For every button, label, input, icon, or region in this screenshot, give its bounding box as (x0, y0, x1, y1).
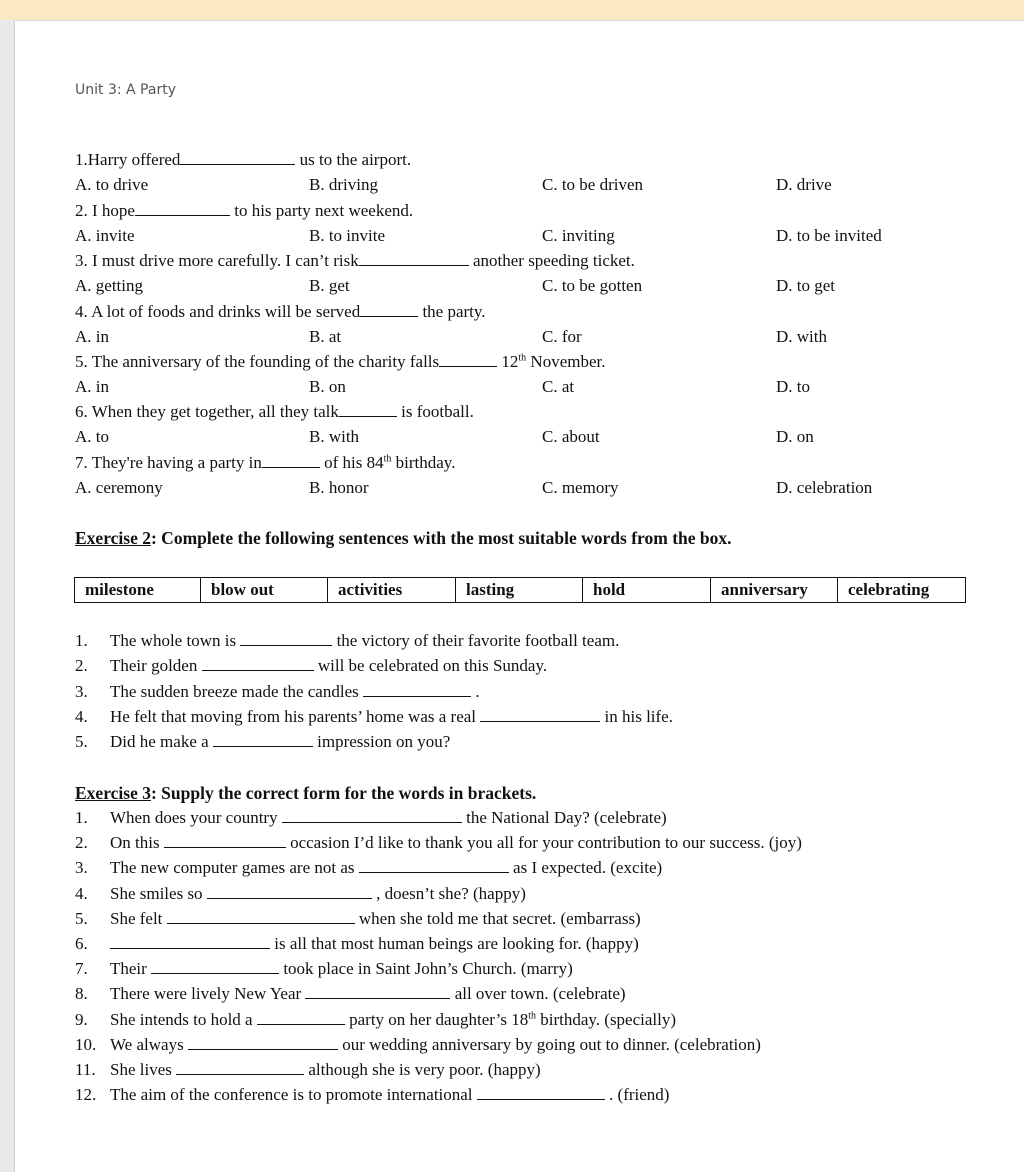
sentence-row (0, 932, 1024, 956)
sentence-text: They're having a party in (91, 453, 262, 472)
sentence-text: The aim of the conference is to promote international (110, 1085, 473, 1105)
sentence-text: , doesn’t she? (happy) (376, 883, 526, 903)
sentence-text: another speeding ticket. (472, 251, 635, 270)
option-a[interactable]: A. in (75, 327, 109, 346)
option-a[interactable]: A. invite (75, 226, 135, 245)
sentence-number: 3. (75, 682, 88, 701)
question-text (75, 350, 606, 374)
word-box-cell: blow out (201, 578, 328, 603)
question-number: 3. (75, 251, 88, 270)
question-row (0, 400, 1024, 424)
answer-blank[interactable] (164, 833, 286, 848)
word-box-cell: activities (328, 578, 456, 603)
option-c[interactable]: C. memory (542, 478, 619, 497)
sentence-number: 4. (75, 707, 88, 726)
question-number: 1. (75, 150, 88, 169)
sentence-text: 12 (501, 352, 519, 371)
sentence-text: Their golden (110, 656, 198, 675)
sentence-text: November. (530, 352, 606, 371)
unit-title: Unit 3: A Party (75, 82, 176, 98)
option-a[interactable]: A. in (75, 377, 109, 396)
answer-blank[interactable] (257, 1010, 345, 1025)
option-b[interactable]: B. at (309, 327, 342, 346)
answer-blank[interactable] (135, 201, 230, 216)
sentence-number: 7. (75, 959, 88, 979)
question-text (75, 148, 411, 172)
option-a[interactable]: A. to (75, 427, 109, 446)
sentence-row (0, 831, 1024, 855)
question-number: 5. (75, 352, 88, 371)
sentence-text: party on her daughter’s 18 (349, 1009, 529, 1029)
sentence (110, 957, 573, 981)
word-box-cell: anniversary (711, 578, 838, 603)
sentence-text: She smiles so (110, 883, 203, 903)
question-row (0, 148, 1024, 172)
sentence-row (0, 654, 1024, 678)
sentence-number: 2. (75, 833, 88, 853)
sentence-row (0, 730, 1024, 754)
option-d[interactable]: D. drive (776, 175, 832, 194)
sentence-text: We always (110, 1034, 184, 1054)
option-a[interactable]: A. ceremony (75, 478, 163, 497)
sentence-text: took place in Saint John’s Church. (marry) (283, 959, 573, 979)
sentence-row (0, 882, 1024, 906)
sentence (110, 1008, 676, 1032)
sentence-text: . (friend) (609, 1085, 670, 1105)
sentence-text: She lives (110, 1060, 172, 1079)
exercise-3-heading (75, 781, 536, 805)
options-row (0, 425, 1024, 449)
sentence-number: 5. (75, 908, 88, 928)
options-row (0, 325, 1024, 349)
sentence-row (0, 907, 1024, 931)
sentence-row (0, 856, 1024, 880)
question-row (0, 300, 1024, 324)
answer-blank[interactable] (262, 453, 320, 468)
sentence-number: 1. (75, 808, 88, 827)
sentence-text: of his 84 (324, 453, 384, 472)
option-c[interactable]: C. inviting (542, 226, 615, 245)
option-d[interactable]: D. celebration (776, 478, 873, 497)
sentence-number: 3. (75, 858, 88, 878)
sentence-text: occasion I’d like to thank you all for your contribution to our success. (joy) (290, 833, 802, 853)
word-box-cell: celebrating (838, 578, 966, 603)
sentence-text: although she is very poor. (happy) (308, 1060, 541, 1079)
sentence-text: The anniversary of the founding of the charity falls (91, 352, 440, 371)
sentence-text: birthday. (specially) (540, 1009, 677, 1029)
options-row (0, 173, 1024, 197)
sentence (110, 1083, 669, 1107)
top-bar (0, 0, 1024, 20)
sentence-text: The new computer games are not as (110, 858, 355, 878)
sentence-text: The whole town is (110, 631, 237, 650)
answer-blank[interactable] (213, 732, 313, 747)
question-number: 4. (75, 302, 88, 321)
sentence-row (0, 982, 1024, 1006)
word-box-cell: milestone (75, 578, 201, 603)
sentence (110, 982, 626, 1006)
sentence-number: 1. (75, 631, 88, 650)
sentence-number: 12. (75, 1085, 97, 1105)
question-text (75, 249, 635, 273)
answer-blank[interactable] (188, 1035, 338, 1050)
sentence-text: birthday. (395, 453, 456, 472)
sentence-text: impression on you? (317, 732, 451, 751)
sentence-row (0, 957, 1024, 981)
options-row (0, 476, 1024, 500)
answer-blank[interactable] (360, 302, 418, 317)
option-c[interactable]: C. at (542, 377, 575, 396)
sentence-number: 4. (75, 883, 88, 903)
sentence-number: 6. (75, 934, 88, 953)
option-c[interactable]: C. about (542, 427, 600, 446)
sentence (110, 907, 641, 931)
answer-blank[interactable] (439, 352, 497, 367)
sentence-text: us to the airport. (299, 150, 412, 169)
option-b[interactable]: B. get (309, 276, 350, 295)
answer-blank[interactable] (305, 984, 450, 999)
sentence (110, 1033, 761, 1057)
word-box-cell: lasting (456, 578, 583, 603)
question-row (0, 451, 1024, 475)
answer-blank[interactable] (202, 656, 314, 671)
option-b[interactable]: B. to invite (309, 226, 386, 245)
answer-blank[interactable] (480, 707, 600, 722)
exercise-2-heading (75, 526, 732, 550)
sentence (110, 680, 480, 704)
options-row (0, 274, 1024, 298)
question-number: 7. (75, 453, 88, 472)
option-c[interactable]: C. to be gotten (542, 276, 643, 295)
option-d[interactable]: D. to (776, 377, 810, 396)
sentence-text: When does your country (110, 808, 278, 827)
sentence-text: There were lively New Year (110, 984, 302, 1004)
options-row (0, 224, 1024, 248)
exercise-3-instruction: : Supply the correct form for the words in brackets. (150, 783, 537, 803)
sentence-text: as I expected. (excite) (513, 858, 663, 878)
sentence-text: She felt (110, 908, 163, 928)
sentence-text: Harry offered (87, 150, 181, 169)
sentence-text: to his party next weekend. (234, 201, 414, 220)
sentence (110, 856, 662, 880)
sentence-row (0, 806, 1024, 830)
sentence-text: Did he make a (110, 732, 209, 751)
answer-blank[interactable] (282, 808, 462, 823)
sentence-text: . (475, 682, 480, 701)
answer-blank[interactable] (240, 631, 332, 646)
sentence-number: 10. (75, 1034, 97, 1054)
option-a[interactable]: A. getting (75, 276, 143, 295)
sentence-row (0, 680, 1024, 704)
sentence (110, 831, 802, 855)
option-b[interactable]: B. honor (309, 478, 369, 497)
answer-blank[interactable] (477, 1085, 605, 1100)
answer-blank[interactable] (359, 858, 509, 873)
option-b[interactable]: B. with (309, 427, 360, 446)
sentence (110, 806, 667, 830)
option-d[interactable]: D. on (776, 427, 814, 446)
question-row (0, 199, 1024, 223)
sentence (110, 654, 547, 678)
option-d[interactable]: D. with (776, 327, 827, 346)
sentence-text: all over town. (celebrate) (454, 984, 626, 1004)
sentence-row (0, 705, 1024, 729)
exercise-2-instruction: : Complete the following sentences with the most suitable words from the box. (150, 528, 732, 548)
options-row (0, 375, 1024, 399)
sentence-text: When they get together, all they talk (91, 402, 339, 421)
sentence-text: On this (110, 833, 160, 853)
exercise-3-label: Exercise 3 (75, 783, 151, 803)
answer-blank[interactable] (167, 909, 355, 924)
option-a[interactable]: A. to drive (75, 175, 149, 194)
sentence-number: 9. (75, 1009, 88, 1029)
answer-blank[interactable] (363, 682, 471, 697)
question-text (75, 300, 486, 324)
sentence-row (0, 1083, 1024, 1107)
option-d[interactable]: D. to be invited (776, 226, 882, 245)
sentence-row (0, 1058, 1024, 1082)
question-text (75, 199, 413, 223)
answer-blank[interactable] (180, 150, 295, 165)
sentence-text: our wedding anniversary by going out to dinner. (celebration) (342, 1034, 761, 1054)
sentence-text: is football. (401, 402, 474, 421)
sentence (110, 629, 619, 653)
sentence-text: I must drive more carefully. I can’t risk (92, 251, 359, 270)
ordinal-suffix: th (518, 352, 527, 364)
sentence-text: The sudden breeze made the candles (110, 682, 359, 701)
option-d[interactable]: D. to get (776, 276, 836, 295)
sentence-text: in his life. (604, 707, 673, 726)
sentence-number: 11. (75, 1060, 96, 1079)
sentence-number: 2. (75, 656, 88, 675)
question-row (0, 249, 1024, 273)
sentence-text: will be celebrated on this Sunday. (317, 656, 548, 675)
question-number: 2. (75, 201, 88, 220)
sentence-text: He felt that moving from his parents’ home was a real (110, 707, 477, 726)
sentence-text: is all that most human beings are looking for. (happy) (274, 934, 639, 953)
sentence-text: She intends to hold a (110, 1009, 253, 1029)
option-c[interactable]: C. to be driven (542, 175, 644, 194)
sentence-row (0, 629, 1024, 653)
sentence-number: 5. (75, 732, 88, 751)
sentence-text: I hope (92, 201, 135, 220)
sentence-text: the National Day? (celebrate) (466, 808, 667, 827)
option-b[interactable]: B. on (309, 377, 346, 396)
ordinal-suffix: th (383, 453, 392, 465)
question-row (0, 350, 1024, 374)
word-box (74, 577, 966, 603)
sentence-row (0, 1033, 1024, 1057)
sentence-row (0, 1008, 1024, 1032)
question-text (75, 451, 455, 475)
sentence (110, 882, 526, 906)
sentence-text: A lot of foods and drinks will be served (91, 302, 361, 321)
answer-blank[interactable] (359, 251, 469, 266)
answer-blank[interactable] (151, 959, 279, 974)
answer-blank[interactable] (207, 884, 372, 899)
question-text (75, 400, 474, 424)
option-b[interactable]: B. driving (309, 175, 378, 194)
sentence-text: when she told me that secret. (embarrass) (358, 908, 641, 928)
sentence (110, 705, 673, 729)
answer-blank[interactable] (176, 1060, 304, 1075)
exercise-2-label: Exercise 2 (75, 528, 151, 548)
word-box-cell: hold (583, 578, 711, 603)
sentence (110, 932, 639, 956)
answer-blank[interactable] (110, 934, 270, 949)
question-number: 6. (75, 402, 88, 421)
ordinal-suffix: th (528, 1009, 536, 1021)
sentence-text: the party. (422, 302, 486, 321)
sentence-text: Their (110, 959, 147, 979)
sentence (110, 1058, 541, 1082)
option-c[interactable]: C. for (542, 327, 582, 346)
sentence (110, 730, 450, 754)
sentence-text: the victory of their favorite football team. (336, 631, 620, 650)
sentence-number: 8. (75, 984, 88, 1004)
answer-blank[interactable] (339, 402, 397, 417)
